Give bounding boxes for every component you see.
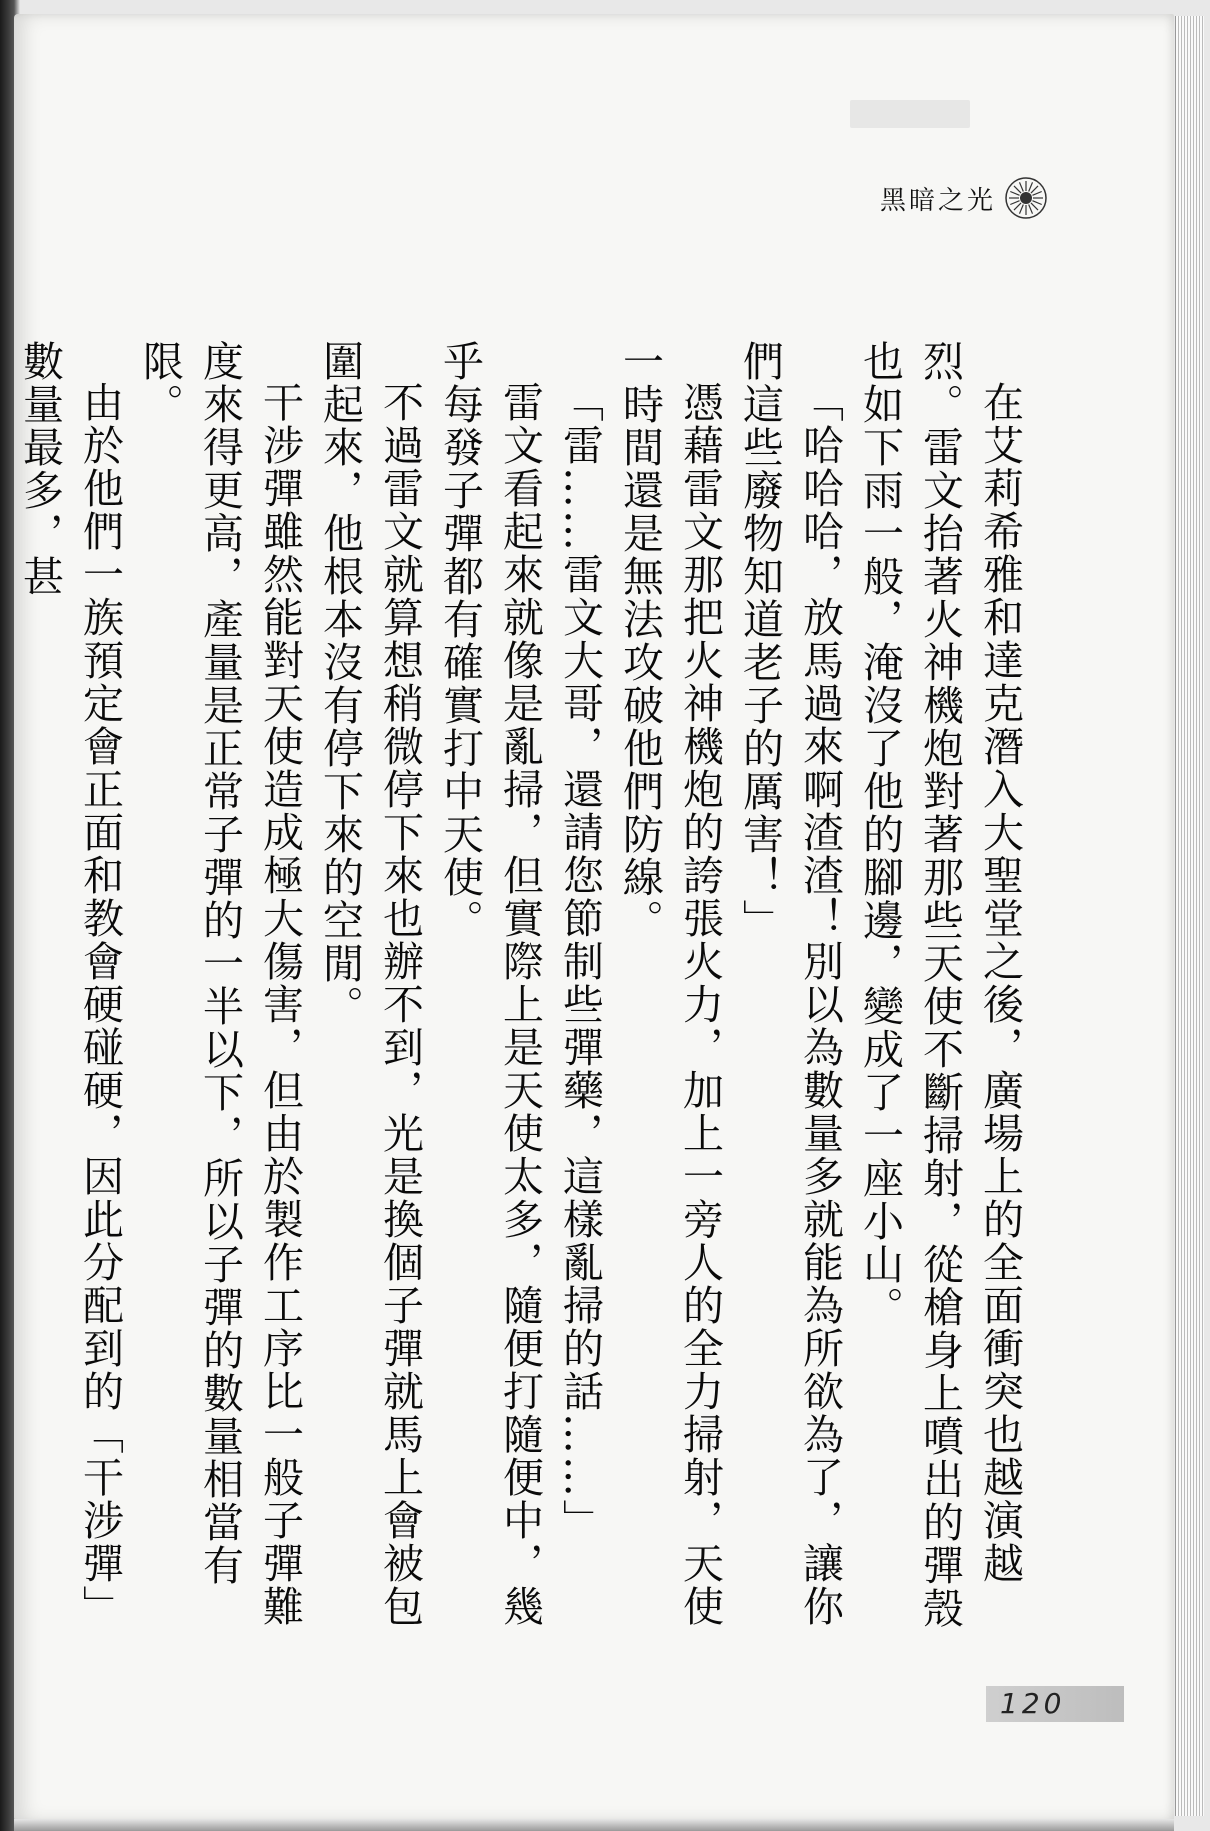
paragraph: 由於他們一族預定會正面和教會硬碰硬，因此分配到的「干涉彈」數量最多，甚	[16, 340, 124, 1628]
page-fore-edge	[1175, 16, 1204, 1816]
paragraph: 雷文看起來就像是亂掃，但實際上是天使太多，隨便打隨便中，幾乎每發子彈都有確實打中天使。	[436, 340, 544, 1628]
page-number: 120	[1000, 1687, 1066, 1720]
paragraph: 在艾莉希雅和達克潛入大聖堂之後，廣場上的全面衝突也越演越烈。雷文抬著火神機炮對著那些天使不斷掃射，從槍身上噴出的彈殼也如下雨一般，淹沒了他的腳邊，變成了一座小山。	[856, 340, 1024, 1630]
paragraph: 「哈哈哈，放馬過來啊渣渣！別以為數量多就能為所欲為了，讓你們這些廢物知道老子的厲害！」	[736, 340, 844, 1628]
page-bottom-edge	[14, 1819, 1174, 1831]
chrysanthemum-icon	[1004, 176, 1048, 220]
paragraph: 憑藉雷文那把火神機炮的誇張火力，加上一旁人的全力掃射，天使一時間還是無法攻破他們防線。	[616, 340, 724, 1628]
paragraph: 「雷……雷文大哥，還請您節制些彈藥，這樣亂掃的話……」	[556, 381, 604, 1542]
running-head-title: 黑暗之光	[880, 185, 997, 216]
running-head	[880, 176, 1048, 220]
body-text	[16, 340, 1030, 1640]
paragraph: 不過雷文就算想稍微停下來也辦不到，光是換個子彈就馬上會被包圍起來，他根本沒有停下來的空閒。	[316, 340, 424, 1628]
faded-header-mark	[850, 100, 970, 128]
paragraph: 干涉彈雖然能對天使造成極大傷害，但由於製作工序比一般子彈難度來得更高，產量是正常子彈的一半以下，所以子彈的數量相當有限。	[136, 340, 304, 1628]
